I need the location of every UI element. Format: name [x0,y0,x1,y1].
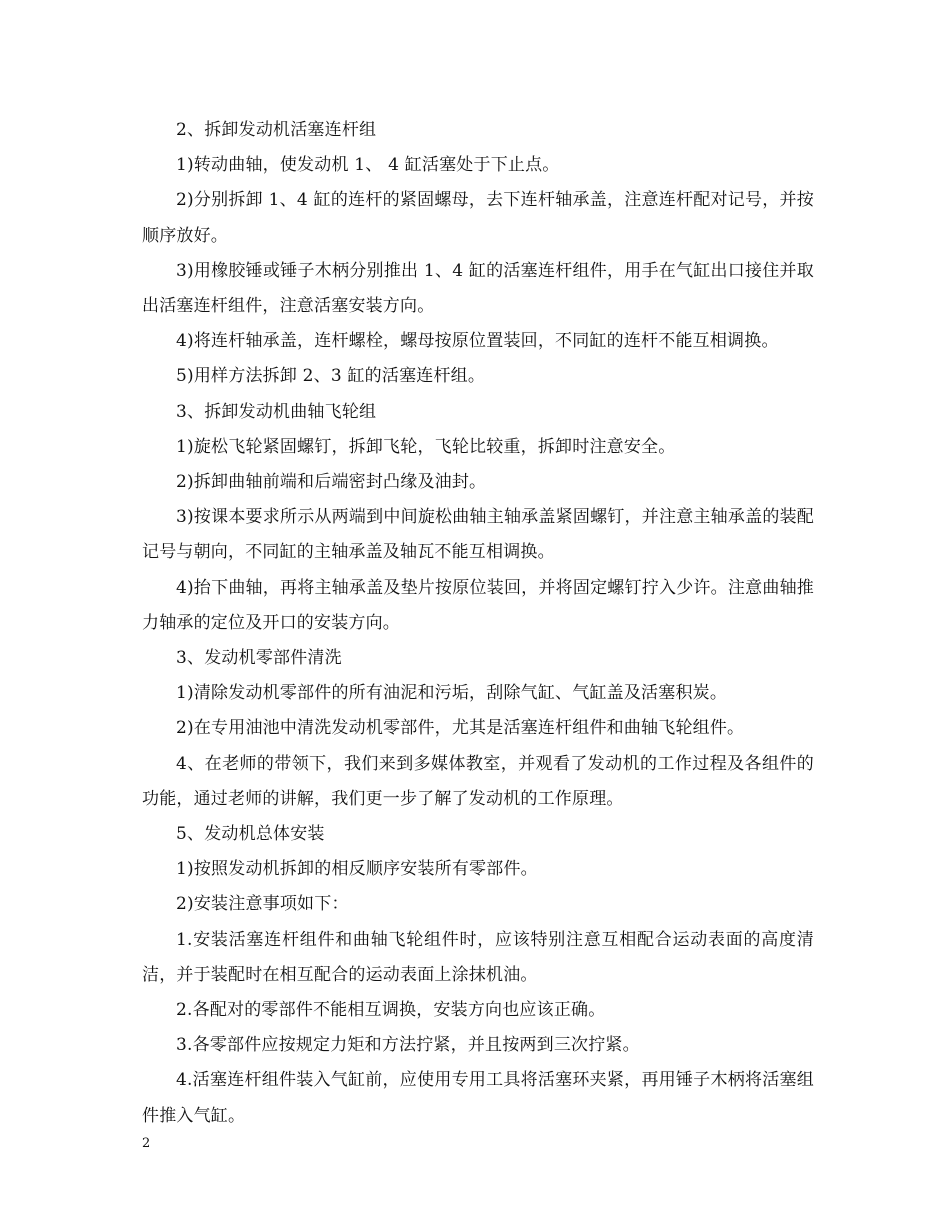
paragraph: 1.安装活塞连杆组件和曲轴飞轮组件时，应该特别注意互相配合运动表面的高度清洁，并于装配时在相互配合的运动表面上涂抹机油。 [142,929,814,985]
paragraph: 1)转动曲轴，使发动机 1、 4 缸活塞处于下止点。 [176,155,560,176]
paragraph: 4)将连杆轴承盖，连杆螺栓，螺母按原位置装回，不同缸的连杆不能互相调换。 [176,331,779,352]
section-heading: 5、发动机总体安装 [176,824,325,845]
paragraph: 1)旋松飞轮紧固螺钉，拆卸飞轮，飞轮比较重，拆卸时注意安全。 [176,436,676,457]
paragraph: 1)按照发动机拆卸的相反顺序安装所有零部件。 [176,859,538,880]
paragraph: 3.各零部件应按规定力矩和方法拧紧，并且按两到三次拧紧。 [176,1035,640,1056]
paragraph: 1)清除发动机零部件的所有油泥和污垢，刮除气缸、气缸盖及活塞积炭。 [176,683,728,704]
paragraph: 3)按课本要求所示从两端到中间旋松曲轴主轴承盖紧固螺钉，并注意主轴承盖的装配记号与朝向，不同缸的主轴承盖及轴瓦不能互相调换。 [142,507,814,563]
paragraph: 4、在老师的带领下，我们来到多媒体教室，并观看了发动机的工作过程及各组件的功能，通过老师的讲解，我们更一步了解了发动机的工作原理。 [142,753,814,809]
paragraph: 2)分别拆卸 1、4 缸的连杆的紧固螺母，去下连杆轴承盖，注意连杆配对记号，并按顺序放好。 [142,190,814,246]
paragraph: 5)用样方法拆卸 2、3 缸的活塞连杆组。 [176,366,486,387]
section-heading: 3、发动机零部件清洗 [176,648,342,669]
section-heading: 2、拆卸发动机活塞连杆组 [176,120,377,140]
paragraph: 4)抬下曲轴，再将主轴承盖及垫片按原位装回，并将固定螺钉拧入少许。注意曲轴推力轴承的定位及开口的安装方向。 [142,577,814,633]
paragraph: 2)拆卸曲轴前端和后端密封凸缘及油封。 [176,472,487,493]
paragraph: 2.各配对的零部件不能相互调换，安装方向也应该正确。 [176,1000,606,1021]
paragraph: 2)安装注意事项如下： [176,894,349,915]
section-heading: 3、拆卸发动机曲轴飞轮组 [176,401,377,422]
document-body [142,113,814,1134]
page-number: 2 [142,1136,151,1151]
paragraph: 4.活塞连杆组件装入气缸前，应使用专用工具将活塞环夹紧，再用锤子木柄将活塞组件推入气缸。 [142,1070,814,1126]
paragraph: 3)用橡胶锤或锤子木柄分别推出 1、4 缸的活塞连杆组件，用手在气缸出口接住并取出活塞连杆组件，注意活塞安装方向。 [142,260,814,317]
paragraph: 2)在专用油池中清洗发动机零部件，尤其是活塞连杆组件和曲轴飞轮组件。 [176,718,745,739]
